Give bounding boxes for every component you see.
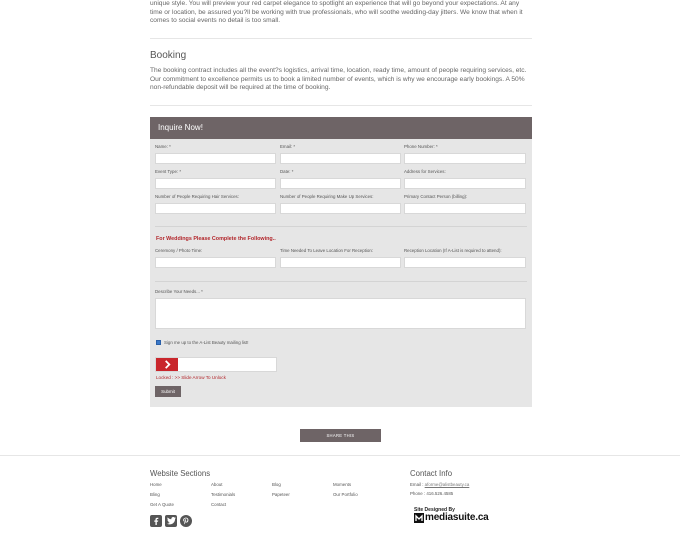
footer-link-blog[interactable]: Blog xyxy=(272,482,281,487)
pinterest-icon[interactable] xyxy=(180,515,192,527)
address-label: Address for Services: xyxy=(404,169,446,174)
reception-location-field-group xyxy=(404,248,526,268)
facebook-icon[interactable] xyxy=(150,515,162,527)
unlock-slider[interactable] xyxy=(155,357,277,372)
contact-info-heading: Contact Info xyxy=(410,469,453,478)
footer-link-about[interactable]: About xyxy=(211,482,223,487)
hair-count-field-group xyxy=(155,194,276,214)
event-type-label: Event Type: * xyxy=(155,169,182,174)
makeup-count-input[interactable] xyxy=(280,203,401,214)
event-type-field-group xyxy=(155,169,276,189)
date-label: Date: * xyxy=(280,169,294,174)
booking-heading: Booking xyxy=(150,50,187,61)
email-label: Email : xyxy=(410,482,424,487)
footer-link-contact[interactable]: Contact xyxy=(211,502,227,507)
email-field-group xyxy=(280,144,401,164)
divider xyxy=(150,105,532,106)
date-input[interactable] xyxy=(280,178,401,189)
submit-button[interactable]: Submit xyxy=(155,386,181,397)
ceremony-time-label: Ceremony / Photo Time: xyxy=(155,248,203,253)
ceremony-time-input[interactable] xyxy=(155,257,276,268)
slider-arrow-handle[interactable] xyxy=(156,358,178,371)
event-type-input[interactable] xyxy=(155,178,276,189)
mailing-list-label: Sign me up to the A-List Beauty mailing list! xyxy=(164,340,249,345)
footer-link-home[interactable]: Home xyxy=(150,482,162,487)
form-divider xyxy=(155,281,527,282)
reception-location-label: Reception Location (If A-List is required to attend): xyxy=(404,248,502,253)
hair-count-input[interactable] xyxy=(155,203,276,214)
intro-paragraph: unique style. You will preview your red carpet elegance to spotlight an experience that will go beyond your expectations. At any time or location, be assured you?ll be working with true professionals, who will soothe wedding-day jitters. We know that when it comes to social events no detail is too small. xyxy=(150,0,523,25)
locked-status: Locked : >> Slide Arrow To Unlock xyxy=(156,375,226,380)
email-input[interactable] xyxy=(280,153,401,164)
form-header: Inquire Now! xyxy=(150,117,532,139)
footer-link-portfolio[interactable]: Our Portfolio xyxy=(333,492,358,497)
form-divider xyxy=(155,226,527,227)
needs-label: Describe Your Needs... * xyxy=(155,289,203,294)
inquiry-form xyxy=(150,117,532,407)
email-link[interactable]: aforme@alistbeauty.ca xyxy=(424,482,470,487)
needs-label-group xyxy=(155,289,355,295)
divider xyxy=(150,38,532,39)
footer-divider xyxy=(0,455,680,456)
booking-paragraph: The booking contract includes all the event?s logistics, arrival time, location, ready time, amount of people requiring services, etc. Our commitment to excellence permits us to book a limited number of events, which is why we encourage early bookings. A 50% non-refundable deposit will be required at the time of booking. xyxy=(150,67,527,92)
phone-field-group xyxy=(404,144,526,164)
footer-link-quote[interactable]: Get A Quote xyxy=(150,502,174,507)
ceremony-time-field-group xyxy=(155,248,276,268)
contact-person-field-group xyxy=(404,194,526,214)
address-input[interactable] xyxy=(404,178,526,189)
twitter-icon[interactable] xyxy=(165,515,177,527)
footer-link-testimonials[interactable]: Testimonials xyxy=(211,492,236,497)
makeup-count-field-group xyxy=(280,194,401,214)
email-label: Email: * xyxy=(280,144,296,149)
share-button[interactable]: SHARE THIS xyxy=(300,429,381,442)
designer-logo[interactable] xyxy=(414,512,489,523)
leave-time-field-group xyxy=(280,248,401,268)
weddings-heading: For Weddings Please Complete the Following.. xyxy=(156,236,276,242)
contact-phone: Phone : 416.526.4585 xyxy=(410,491,454,496)
phone-input[interactable] xyxy=(404,153,526,164)
chevron-right-icon xyxy=(163,360,172,369)
mailing-list-checkbox[interactable] xyxy=(156,340,161,345)
contact-person-label: Primary Contact Person (billing): xyxy=(404,194,468,199)
phone-label: Phone Number: * xyxy=(404,144,438,149)
contact-email-line xyxy=(410,482,469,487)
makeup-count-label: Number of People Requiring Make Up Services: xyxy=(280,194,374,199)
contact-person-input[interactable] xyxy=(404,203,526,214)
name-label: Name: * xyxy=(155,144,171,149)
footer-link-papeteer[interactable]: Papeteer xyxy=(272,492,290,497)
mediasuite-logo-icon xyxy=(414,513,424,523)
designed-by-label: Site Designed By xyxy=(414,507,455,513)
hair-count-label: Number of People Requiring Hair Services: xyxy=(155,194,239,199)
date-field-group xyxy=(280,169,401,189)
footer-link-bling[interactable]: Bling xyxy=(150,492,160,497)
needs-textarea[interactable] xyxy=(155,298,526,329)
mailing-list-row[interactable] xyxy=(156,340,248,345)
website-sections-heading: Website Sections xyxy=(150,469,211,478)
address-field-group xyxy=(404,169,526,189)
name-input[interactable] xyxy=(155,153,276,164)
footer-link-moments[interactable]: Moments xyxy=(333,482,352,487)
designer-name: mediasuite.ca xyxy=(425,512,489,523)
leave-time-label: Time Needed To Leave Location For Reception: xyxy=(280,248,373,253)
name-field-group xyxy=(155,144,276,164)
reception-location-input[interactable] xyxy=(404,257,526,268)
leave-time-input[interactable] xyxy=(280,257,401,268)
